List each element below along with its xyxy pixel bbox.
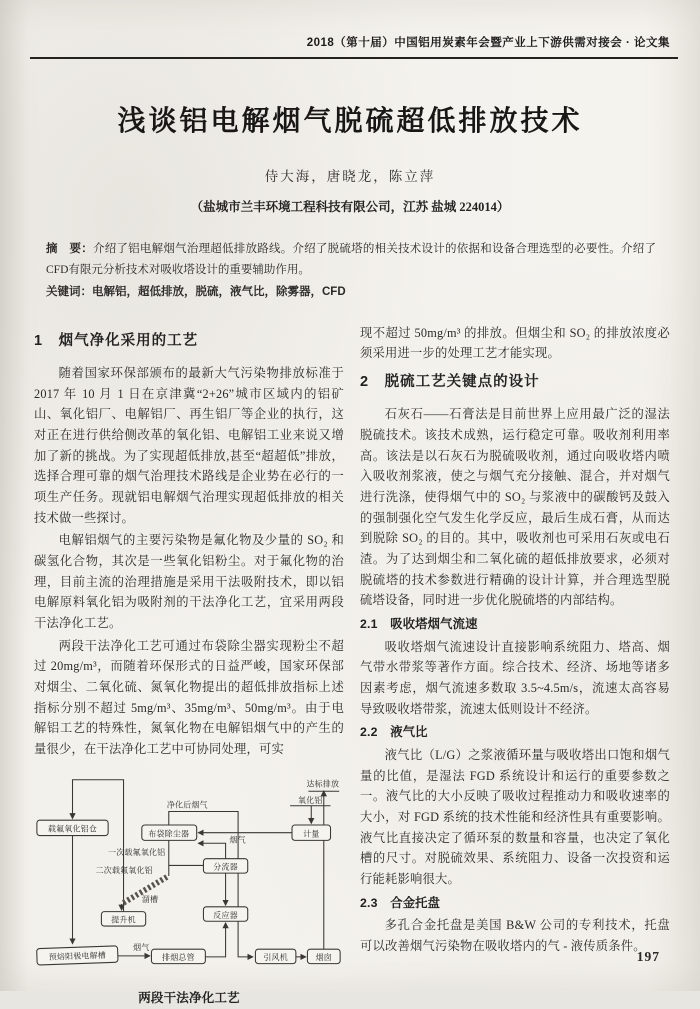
cells-label: 预焙阳极电解槽 bbox=[48, 950, 107, 962]
fan-label: 引风机 bbox=[263, 952, 288, 962]
right-paragraph-1: 石灰石——石膏法是目前世界上应用最广泛的湿法脱硫技术。该技术成熟，运行稳定可靠。吸收剂利用率高。该法是以石灰石为脱硫吸收剂，通过向吸收塔内喷入吸收剂浆液，使之与烟气充分接触、混合，并对烟气进行洗涤，使得烟气中的 SO₂ 与浆液中的碳酸钙及鼓入的强制强化空气发生化学反应，最后生成石膏，从而达到脱除 SO₂ 的目的。其中，吸收剂也可采用石灰或电石渣。为了达到烟尘和二氧化硫的超低排放要求，必须对脱硫塔的技术参数进行精确的设计计算，并合理选型脱硫塔设备，同时进一步优化脱硫塔的内部结构。 bbox=[360, 407, 670, 608]
elevator-to-silo-line bbox=[73, 779, 124, 911]
gas-upper-label: 烟气 bbox=[229, 834, 246, 844]
clean-gas-label: 净化后烟气 bbox=[166, 800, 208, 810]
header-rule bbox=[30, 57, 678, 59]
two-column-body bbox=[34, 323, 670, 1009]
process-flow-diagram bbox=[34, 770, 344, 982]
silo-label: 载氟氧化铝仓 bbox=[47, 824, 98, 834]
section-2-1-paragraph: 吸收塔烟气流速设计直接影响系统阻力、塔高、烟气带水带浆等著作方面。综合技术、经济、场地等诸多因素考虑，烟气流速多数取 3.5~4.5m/s，流速太高容易导致吸收塔带浆，流速太低则设计不经济。 bbox=[360, 639, 670, 716]
alumina-label: 氧化铝 bbox=[298, 795, 323, 805]
left-paragraph-1: 随着国家环保部颁布的最新大气污染物排放标准于 2017 年 10 月 1 日在京津冀“2+26”城市区域内的铝矿山、氧化铝厂、电解铝厂、再生铝厂等企业的执行，这对正在进行供给侧改革的氧化铝、电解铝工业来说又增加了新的挑战。为了实现超低排放,甚至“超超低”排放，选择合理可靠的烟气治理技术路线是企业势在必行的一项生产任务。现就铝电解烟气治理实现超低排放的相关技术做一些探讨。 bbox=[34, 366, 344, 525]
affiliation: （盐城市兰丰环境工程科技有限公司，江苏 盐城 224014） bbox=[190, 200, 510, 214]
splitter-label: 分流器 bbox=[213, 862, 238, 872]
flue-to-reactor-line bbox=[205, 923, 225, 957]
proceedings-header: 2018（第十届）中国铝用炭素年会暨产业上下游供需对接会 · 论文集 bbox=[306, 37, 670, 49]
section-1-heading: 1 烟气净化采用的工艺 bbox=[34, 332, 199, 349]
secondary-alumina-label: 二次载氟氧化铝 bbox=[95, 865, 153, 875]
elevator-label: 提升机 bbox=[111, 915, 136, 925]
abstract-paragraph bbox=[46, 239, 656, 282]
authors: 侍大海，唐晓龙，陈立萍 bbox=[264, 169, 436, 184]
right-continuation-paragraph: 现不超过 50mg/m³ 的排放。但烟尘和 SO₂ 的排放浓度必须采用进一步的处理工艺才能实现。 bbox=[360, 325, 670, 361]
right-column bbox=[360, 323, 670, 1009]
primary-alumina-label: 一次载氟氧化铝 bbox=[108, 847, 166, 857]
keywords-text: 电解铝，超低排放，脱硫，液气比，除雾器，CFD bbox=[92, 285, 346, 298]
abstract-text: 介绍了铝电解烟气治理超低排放路线。介绍了脱硫塔的相关技术设计的依据和设备合理选型的必要性。介绍了CFD有限元分析技术对吸收塔设计的重要辅助作用。 bbox=[46, 243, 657, 277]
left-paragraph-2: 电解铝烟气的主要污染物是氟化物及少量的 SO₂ 和碳氢化合物，其次是一些氧化铝粉尘。对于氟化物的治理，目前主流的治理措施是采用干法吸附技术，即以铝电解原料氧化铝为吸附剂的干法净化工艺，宜采用两段干法净化工艺。 bbox=[34, 533, 344, 631]
meter-label: 计量 bbox=[303, 829, 320, 839]
emission-label: 达标排放 bbox=[306, 779, 340, 789]
abstract-block bbox=[46, 239, 656, 303]
section-2-2-paragraph: 液气比（L/G）之浆液循环量与吸收塔出口饱和烟气量的比值，是湿法 FGD 系统设计和运行的重要参数之一。液气比的大小反映了吸收过程推动力和吸收速率的大小，对 FGD 系统的技术性能和经济性具有重要影响。液气比直接决定了循环泵的数量和容量，也决定了氧化槽的尺寸。对脱硫效果、系统阻力、设备一次投资和运行能耗影响很大。 bbox=[360, 747, 670, 886]
section-2-1-heading: 2.1 吸收塔烟气流速 bbox=[360, 617, 478, 632]
paper-title: 浅谈铝电解烟气脱硫超低排放技术 bbox=[117, 105, 583, 136]
reactor-label: 反应器 bbox=[213, 910, 238, 920]
keywords-label: 关键词： bbox=[46, 285, 92, 298]
stack-label: 烟囱 bbox=[315, 952, 332, 962]
abstract-label: 摘 要： bbox=[46, 243, 93, 255]
section-2-3-heading: 2.3 合金托盘 bbox=[360, 895, 441, 910]
splitter-gas-line bbox=[199, 843, 226, 858]
flue-main-label: 排烟总管 bbox=[162, 952, 195, 962]
section-2-heading: 2 脱硫工艺关键点的设计 bbox=[360, 374, 540, 391]
baghouse-label: 布袋除尘器 bbox=[148, 829, 190, 839]
section-2-3-paragraph: 多孔合金托盘是美国 B&W 公司的专利技术，托盘可以改善烟气污染物在吸收塔内的气 - 液传质条件。 bbox=[360, 918, 670, 953]
left-paragraph-3: 两段干法净化工艺可通过布袋除尘器实现粉尘不超过 20mg/m³，而随着环保形式的日益严峻，国家环保部对烟尘、二氧化硫、氮氧化物提出的超低排放指标上述指标分别不超过 5mg/m³、35mg/m³、50mg/m³。由于电解铝工艺的特殊性，氮氧化物在电解铝烟气中的产生的量很少，在干法净化工艺中可协同处理，可实 bbox=[34, 638, 344, 756]
section-2-2-heading: 2.2 液气比 bbox=[360, 725, 428, 740]
chute-label: 溜槽 bbox=[141, 894, 159, 904]
gas-lower-label: 烟气 bbox=[133, 942, 150, 952]
figure-caption: 两段干法净化工艺 bbox=[138, 990, 240, 1005]
process-flow-figure bbox=[34, 770, 344, 1009]
left-column bbox=[34, 323, 344, 1009]
page-number: 197 bbox=[636, 949, 660, 964]
keywords-paragraph bbox=[46, 282, 656, 303]
